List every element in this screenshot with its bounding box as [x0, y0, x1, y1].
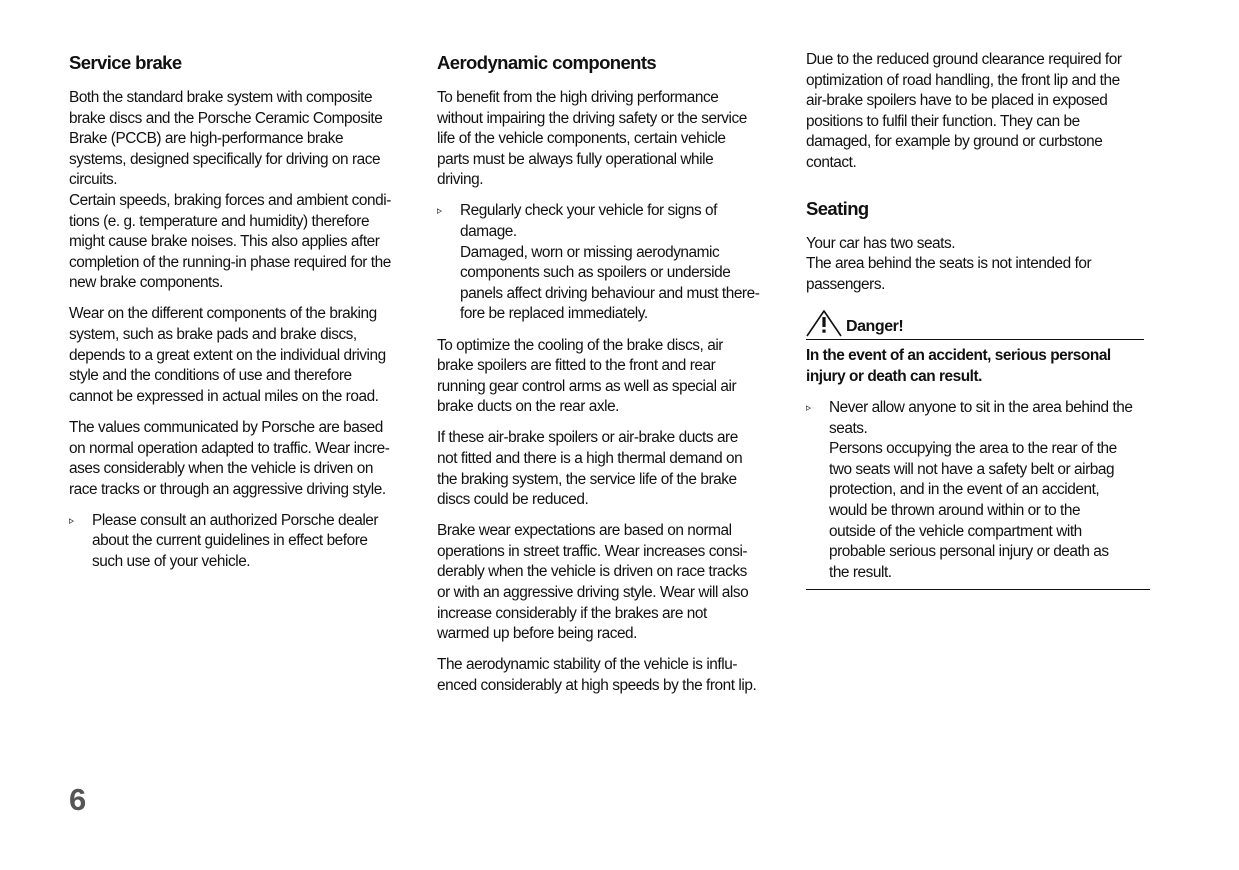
text-line: Due to the reduced ground clearance required for — [806, 51, 1122, 68]
column-aerodynamic-components — [437, 50, 785, 707]
text-line: tions (e. g. temperature and humidity) therefore — [69, 212, 370, 230]
text-line: circuits. — [69, 171, 118, 189]
text-line: discs could be reduced. — [437, 491, 589, 509]
paragraph — [437, 655, 785, 696]
text-line: contact. — [806, 153, 857, 171]
text-line: brake discs and the Porsche Ceramic Composite — [69, 109, 383, 127]
text-line: Brake wear expectations are based on normal — [437, 522, 732, 540]
text-line: To benefit from the high driving performance — [437, 89, 719, 106]
text-line: without impairing the driving safety or the service — [437, 109, 747, 127]
instruction-bullet — [806, 398, 1152, 583]
paragraph — [437, 336, 785, 418]
text-line: Never allow anyone to sit in the area behind the — [829, 399, 1133, 417]
text-line: race tracks or through an aggressive driving style. — [69, 480, 386, 498]
text-line: driving. — [437, 171, 484, 189]
text-line: ases considerably when the vehicle is driven on — [69, 460, 373, 478]
text-line: probable serious personal injury or death as — [829, 543, 1109, 561]
text-line: might cause brake noises. This also applies after — [69, 233, 380, 251]
text-line: The aerodynamic stability of the vehicle is influ- — [437, 656, 737, 674]
text-line: two seats will not have a safety belt or airbag — [829, 460, 1115, 478]
text-line: air-brake spoilers have to be placed in exposed — [806, 92, 1108, 110]
text-line: Persons occupying the area to the rear of the — [829, 440, 1117, 458]
text-line: running gear control arms as well as special air — [437, 377, 737, 395]
text-line: warmed up before being raced. — [437, 625, 637, 643]
text-line: brake spoilers are fitted to the front and rear — [437, 357, 716, 375]
text-line: completion of the running-in phase required for the — [69, 253, 391, 271]
paragraph — [69, 88, 417, 294]
text-line: enced considerably at high speeds by the front lip. — [437, 676, 757, 694]
triangle-bullet-icon: ▹ — [437, 205, 442, 218]
text-line: Both the standard brake system with composite — [69, 89, 373, 106]
text-line: derably when the vehicle is driven on race tracks — [437, 563, 747, 581]
text-line: style and the conditions of use and therefore — [69, 367, 352, 385]
text-line: panels affect driving behaviour and must there- — [460, 284, 760, 302]
paragraph — [806, 234, 1152, 296]
paragraph — [806, 50, 1152, 174]
heading-service-brake: Service brake — [69, 52, 182, 73]
text-line: positions to fulfil their function. They can be — [806, 112, 1080, 130]
danger-statement — [806, 346, 1152, 387]
text-line: brake ducts on the rear axle. — [437, 398, 620, 416]
triangle-bullet-icon: ▹ — [69, 514, 74, 527]
danger-title: Danger! — [846, 318, 904, 336]
text-line: cannot be expressed in actual miles on the road. — [69, 387, 379, 405]
text-line: the result. — [829, 563, 892, 581]
instruction-bullet — [69, 511, 417, 573]
text-line: Damaged, worn or missing aerodynamic — [460, 243, 720, 261]
warning-triangle-icon — [806, 309, 842, 337]
text-line: the braking system, the service life of the brake — [437, 470, 737, 488]
paragraph — [437, 521, 785, 645]
danger-header — [806, 309, 1144, 340]
paragraph — [69, 304, 417, 407]
text-line: passengers. — [806, 275, 885, 293]
text-line: If these air-brake spoilers or air-brake ducts are — [437, 429, 738, 447]
text-line: depends to a great extent on the individual driving — [69, 346, 386, 364]
text-line: would be thrown around within or to the — [829, 502, 1081, 519]
text-line: damaged, for example by ground or curbstone — [806, 133, 1103, 151]
text-line: Regularly check your vehicle for signs of — [460, 202, 717, 220]
text-line: To optimize the cooling of the brake discs, air — [437, 336, 723, 354]
column-seating — [806, 50, 1152, 590]
page-number: 6 — [69, 782, 87, 817]
text-line: Brake (PCCB) are high-performance brake — [69, 130, 344, 148]
text-line: new brake components. — [69, 274, 223, 292]
text-line: Please consult an authorized Porsche dealer — [92, 511, 379, 529]
text-line: about the current guidelines in effect before — [92, 532, 368, 550]
text-line: operations in street traffic. Wear increases consi- — [437, 542, 748, 560]
instruction-bullet — [437, 201, 785, 325]
text-line: outside of the vehicle compartment with — [829, 522, 1082, 540]
text-line: protection, and in the event of an accident, — [829, 481, 1100, 499]
heading-aerodynamic-components: Aerodynamic components — [437, 52, 657, 73]
text-line: In the event of an accident, serious personal — [806, 347, 1111, 365]
text-line: systems, designed specifically for driving on race — [69, 150, 381, 168]
heading-seating: Seating — [806, 197, 869, 219]
paragraph — [437, 88, 785, 191]
text-line: injury or death can result. — [806, 367, 983, 385]
text-line: parts must be always fully operational while — [437, 150, 714, 168]
text-line: Certain speeds, braking forces and ambient condi- — [69, 191, 391, 209]
danger-end-rule — [806, 583, 1150, 590]
column-service-brake — [69, 50, 417, 583]
text-line: components such as spoilers or underside — [460, 264, 731, 282]
text-line: increase considerably if the brakes are not — [437, 604, 707, 622]
text-line: not fitted and there is a high thermal demand on — [437, 450, 743, 467]
text-line: on normal operation adapted to traffic. Wear incre- — [69, 439, 390, 457]
text-line: Your car has two seats. — [806, 234, 956, 252]
text-line: system, such as brake pads and brake discs, — [69, 326, 357, 344]
text-line: The values communicated by Porsche are based — [69, 418, 383, 436]
text-line: life of the vehicle components, certain vehicle — [437, 130, 726, 148]
text-line: or with an aggressive driving style. Wear will also — [437, 584, 749, 602]
text-line: fore be replaced immediately. — [460, 305, 648, 323]
text-line: The area behind the seats is not intended for — [806, 255, 1092, 273]
text-line: seats. — [829, 419, 868, 437]
text-line: Wear on the different components of the braking — [69, 305, 377, 323]
paragraph — [437, 428, 785, 510]
text-line: damage. — [460, 223, 517, 241]
triangle-bullet-icon: ▹ — [806, 402, 811, 415]
paragraph — [69, 418, 417, 500]
text-line: such use of your vehicle. — [92, 552, 251, 570]
text-line: optimization of road handling, the front lip and the — [806, 71, 1120, 89]
